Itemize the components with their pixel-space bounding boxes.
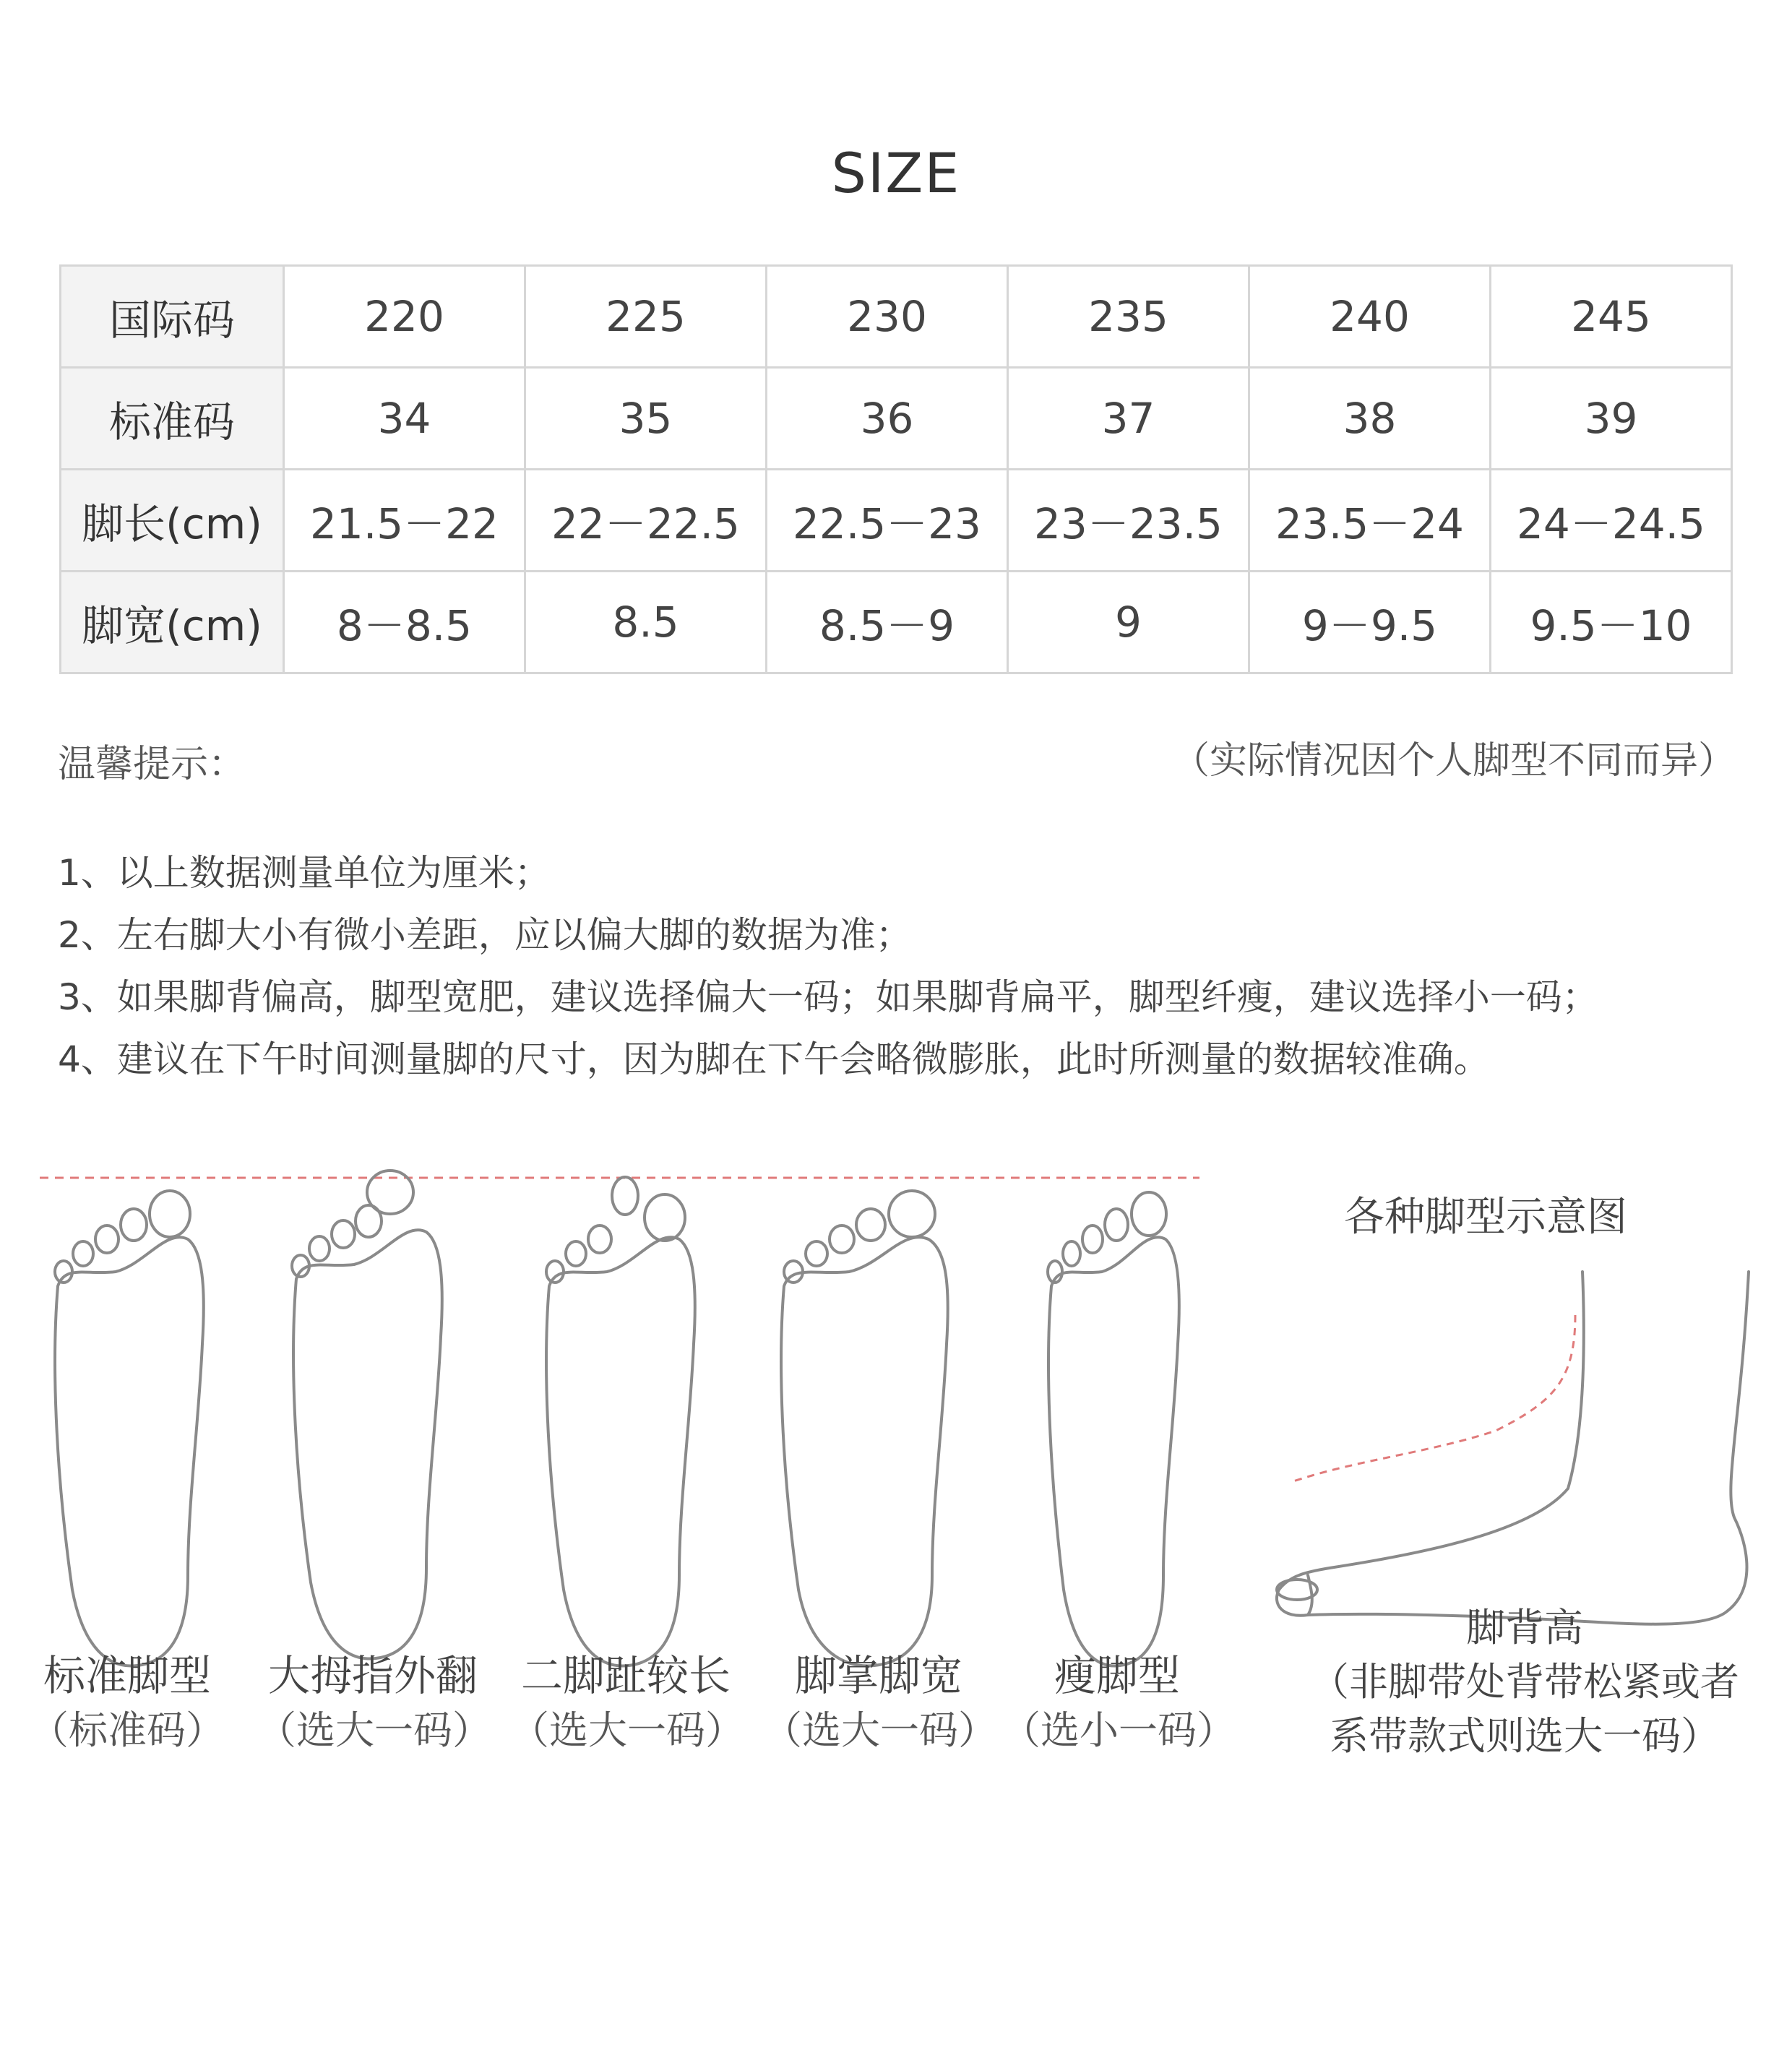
table-cell: 21.5－22 xyxy=(284,470,525,572)
table-cell: 240 xyxy=(1249,266,1491,368)
table-cell: 9－9.5 xyxy=(1249,572,1491,673)
foot-type-advice: （选小一码） xyxy=(1001,1707,1236,1753)
foot-type-advice: （选大一码） xyxy=(510,1707,744,1753)
table-row xyxy=(61,470,1732,572)
tips-list xyxy=(58,842,1598,1090)
table-cell: 8－8.5 xyxy=(284,572,525,673)
row-header: 脚宽(cm) xyxy=(61,572,284,673)
table-cell: 220 xyxy=(284,266,525,368)
foot-slim-icon xyxy=(1048,1192,1179,1666)
table-cell: 22－22.5 xyxy=(525,470,767,572)
table-cell: 24－24.5 xyxy=(1491,470,1732,572)
table-cell: 245 xyxy=(1491,266,1732,368)
foot-type-name: 瘦脚型 xyxy=(1054,1651,1180,1700)
foot-type-advice: （选大一码） xyxy=(257,1707,491,1753)
table-cell: 38 xyxy=(1249,368,1491,470)
foot-type-name: 脚掌脚宽 xyxy=(794,1651,962,1700)
table-cell: 23－23.5 xyxy=(1008,470,1249,572)
foot-side-view-icon xyxy=(1277,1272,1749,1624)
table-row xyxy=(61,368,1732,470)
foot-type-name: 大拇指外翻 xyxy=(267,1651,478,1700)
foot-standard-icon xyxy=(55,1191,204,1666)
tips-heading: 温馨提示： xyxy=(58,743,246,786)
table-cell: 35 xyxy=(525,368,767,470)
foot-wide-icon xyxy=(781,1191,948,1666)
foot-bunion-icon xyxy=(292,1171,442,1659)
tip-item: 4、建议在下午时间测量脚的尺寸，因为脚在下午会略微膨胀，此时所测量的数据较准确。 xyxy=(58,1038,1490,1080)
table-cell: 39 xyxy=(1491,368,1732,470)
table-cell: 22.5－23 xyxy=(767,470,1008,572)
side-view-title: 各种脚型示意图 xyxy=(1344,1194,1627,1241)
table-cell: 225 xyxy=(525,266,767,368)
foot-type-advice: （选大一码） xyxy=(763,1707,997,1753)
tips-note: （实际情况因个人脚型不同而异） xyxy=(1171,739,1736,783)
side-view-label: 脚背高 xyxy=(1466,1605,1583,1650)
table-cell: 9.5－10 xyxy=(1491,572,1732,673)
table-cell: 235 xyxy=(1008,266,1249,368)
tip-item: 3、如果脚背偏高，脚型宽肥，建议选择偏大一码；如果脚背扁平，脚型纤瘦，建议选择小一码； xyxy=(58,976,1598,1018)
instep-guide-line xyxy=(1293,1315,1575,1481)
table-cell: 8.5－9 xyxy=(767,572,1008,673)
table-cell: 8.5 xyxy=(525,572,767,673)
row-header: 脚长(cm) xyxy=(61,470,284,572)
table-row xyxy=(61,572,1732,673)
tip-item: 1、以上数据测量单位为厘米； xyxy=(58,852,551,894)
table-cell: 9 xyxy=(1008,572,1249,673)
row-header: 国际码 xyxy=(61,266,284,368)
page-title: SIZE xyxy=(831,141,961,205)
size-table xyxy=(59,264,1733,674)
row-header: 标准码 xyxy=(61,368,284,470)
side-view-advice-line2: 系带款式则选大一码） xyxy=(1330,1713,1720,1759)
tip-item: 2、左右脚大小有微小差距，应以偏大脚的数据为准； xyxy=(58,914,912,956)
side-view-advice-line1: （非脚带处背带松紧或者 xyxy=(1310,1659,1739,1705)
foot-type-advice: （标准码） xyxy=(30,1707,225,1753)
table-cell: 36 xyxy=(767,368,1008,470)
foot-type-name: 标准脚型 xyxy=(43,1651,211,1700)
foot-type-name: 二脚趾较长 xyxy=(520,1651,731,1700)
table-row xyxy=(61,266,1732,368)
table-cell: 34 xyxy=(284,368,525,470)
foot-long-second-toe-icon xyxy=(546,1177,695,1666)
table-cell: 23.5－24 xyxy=(1249,470,1491,572)
table-cell: 37 xyxy=(1008,368,1249,470)
table-cell: 230 xyxy=(767,266,1008,368)
